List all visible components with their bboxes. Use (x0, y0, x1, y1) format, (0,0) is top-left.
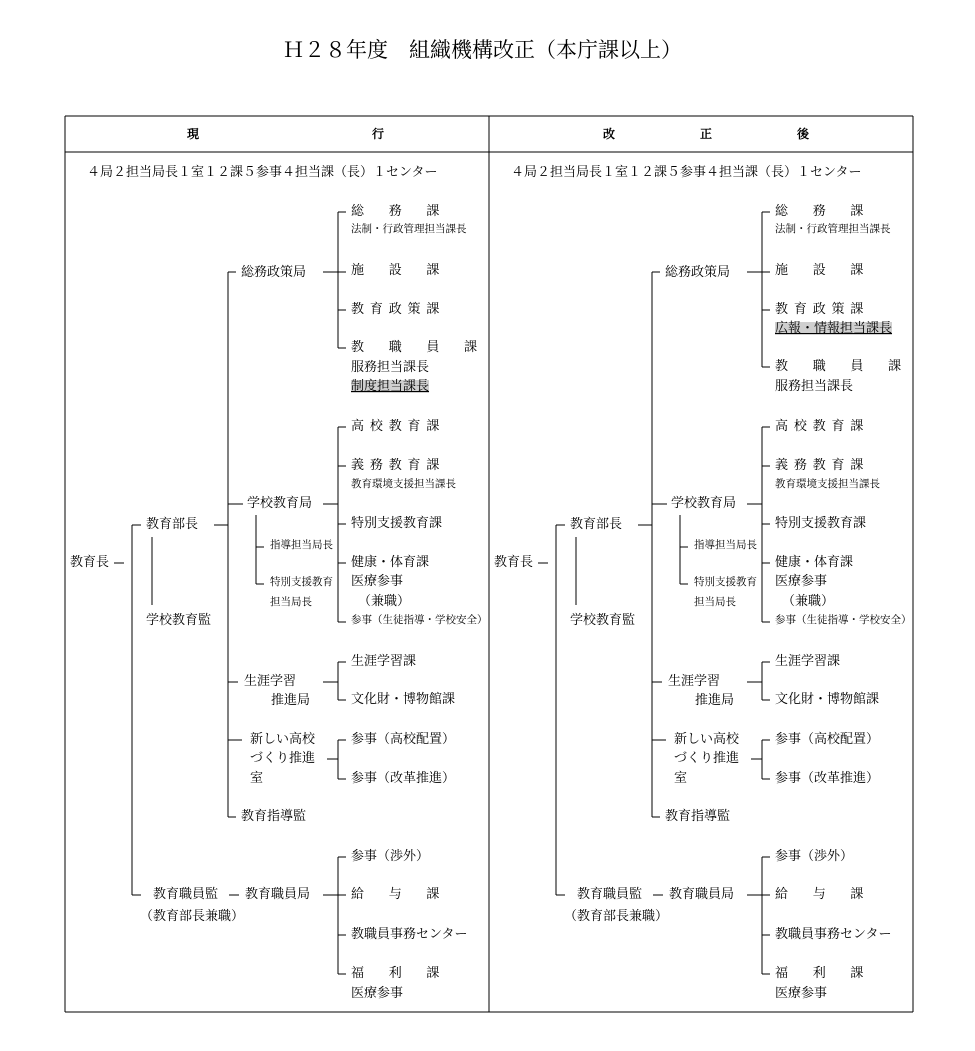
lifelong-bureau-node-a: 生涯学習 (668, 674, 721, 689)
root-node: 教育長 (494, 555, 534, 570)
connector-lines (0, 0, 480, 1051)
new-office-node-b: づくり推進 (250, 751, 316, 766)
unit-center: 教職員事務センター (351, 927, 468, 942)
unit-fukuri: 福 利 課 (351, 966, 446, 981)
unit-kyoshokuin-sub1: 服務担当課長 (775, 379, 854, 394)
unit-somu-sub: 法制・行政管理担当課長 (775, 223, 891, 235)
lifelong-bureau-node-b: 推進局 (695, 693, 735, 708)
unit-somu: 総 務 課 (351, 204, 446, 219)
staff-supervisor-note: （教育部長兼職） (564, 909, 669, 924)
header-revised-3: 後 (797, 127, 810, 141)
unit-kyoshokuin: 教 職 員 課 (775, 359, 907, 374)
unit-kyuyo: 給 与 課 (775, 887, 870, 902)
unit-gimu: 義務教育課 (351, 458, 446, 473)
unit-center: 教職員事務センター (775, 927, 892, 942)
guidance-node: 教育指導監 (241, 809, 307, 824)
unit-kenko-sub1: 医療参事 (775, 574, 828, 589)
unit-kyoshokuin: 教 職 員 課 (351, 340, 483, 355)
summary-text: ４局２担当局長１室１２課５参事４担当課（長）１センター (511, 165, 862, 180)
unit-kenko: 健康・体育課 (775, 555, 854, 570)
unit-fukuri-sub: 医療参事 (351, 986, 404, 1001)
staff-supervisor-node: 教育職員監 (577, 887, 643, 902)
unit-shisetsu: 施 設 課 (775, 263, 870, 278)
unit-kyoshokuin-sub2: 制度担当課長 (351, 379, 430, 394)
unit-sanji-kaikaku: 参事（改革推進） (775, 771, 880, 786)
unit-shogai: 生涯学習課 (775, 654, 841, 669)
edu-head-node: 教育部長 (146, 517, 199, 532)
school-sub1-node: 指導担当局長 (694, 539, 757, 551)
school-sub2b-node: 担当局長 (270, 596, 312, 608)
unit-gimu: 義務教育課 (775, 458, 870, 473)
new-office-node-c: 室 (250, 771, 264, 786)
lifelong-bureau-node-a: 生涯学習 (244, 674, 297, 689)
unit-kenko-sub1: 医療参事 (351, 574, 404, 589)
unit-tokubetsu: 特別支援教育課 (775, 516, 867, 531)
unit-kenko-sub2: （兼職） (358, 594, 411, 609)
header-revised-2: 正 (700, 127, 713, 141)
new-office-node-a: 新しい高校 (250, 732, 316, 747)
unit-somu-sub: 法制・行政管理担当課長 (351, 223, 467, 235)
school-supervisor-node: 学校教育監 (570, 613, 636, 628)
unit-fukuri-sub: 医療参事 (775, 986, 828, 1001)
staff-supervisor-node: 教育職員監 (153, 887, 219, 902)
unit-sanji-seito: 参事（生徒指導・学校安全） (775, 614, 912, 626)
unit-kenko-sub2: （兼職） (782, 594, 835, 609)
header-current-1: 現 (187, 127, 200, 141)
school-bureau-node: 学校教育局 (671, 496, 737, 511)
root-node: 教育長 (70, 555, 110, 570)
unit-koko: 高校教育課 (351, 419, 446, 434)
unit-gimu-sub: 教育環境支援担当課長 (775, 478, 880, 490)
unit-shogai: 生涯学習課 (351, 654, 417, 669)
school-supervisor-node: 学校教育監 (146, 613, 212, 628)
school-sub2a-node: 特別支援教育 (694, 576, 757, 588)
unit-kyoiku-seisaku: 教育政策課 (775, 302, 870, 317)
staff-bureau-node: 教育職員局 (669, 887, 735, 902)
new-office-node-a: 新しい高校 (674, 732, 740, 747)
unit-kyoiku-seisaku-sub: 広報・情報担当課長 (775, 321, 893, 336)
school-sub2a-node: 特別支援教育 (270, 576, 333, 588)
new-office-node-b: づくり推進 (674, 751, 740, 766)
unit-bunka: 文化財・博物館課 (351, 692, 456, 707)
unit-kyuyo: 給 与 課 (351, 887, 446, 902)
edu-head-node: 教育部長 (570, 517, 623, 532)
unit-bunka: 文化財・博物館課 (775, 692, 880, 707)
lifelong-bureau-node-b: 推進局 (271, 693, 311, 708)
unit-kenko: 健康・体育課 (351, 555, 430, 570)
unit-sanji-kaikaku: 参事（改革推進） (351, 771, 456, 786)
school-bureau-node: 学校教育局 (247, 496, 313, 511)
header-current-2: 行 (372, 127, 385, 141)
unit-sanji-shogai: 参事（渉外） (351, 849, 430, 864)
staff-bureau-node: 教育職員局 (245, 887, 311, 902)
page-title: Ｈ２８年度 組織機構改正（本庁課以上） (283, 38, 682, 62)
summary-text: ４局２担当局長１室１２課５参事４担当課（長）１センター (87, 165, 438, 180)
school-sub2b-node: 担当局長 (694, 596, 736, 608)
staff-supervisor-note: （教育部長兼職） (140, 909, 245, 924)
general-bureau-node: 総務政策局 (665, 265, 731, 280)
unit-kyoshokuin-sub1: 服務担当課長 (351, 360, 430, 375)
header-revised-1: 改 (603, 127, 616, 141)
unit-shisetsu: 施 設 課 (351, 263, 446, 278)
unit-sanji-haichi: 参事（高校配置） (351, 732, 456, 747)
unit-kyoiku-seisaku: 教育政策課 (351, 302, 446, 317)
guidance-node: 教育指導監 (665, 809, 731, 824)
school-sub1-node: 指導担当局長 (270, 539, 333, 551)
general-bureau-node: 総務政策局 (241, 265, 307, 280)
unit-tokubetsu: 特別支援教育課 (351, 516, 443, 531)
unit-gimu-sub: 教育環境支援担当課長 (351, 478, 456, 490)
unit-koko: 高校教育課 (775, 419, 870, 434)
connector-lines (424, 0, 904, 1051)
unit-somu: 総 務 課 (775, 204, 870, 219)
unit-sanji-shogai: 参事（渉外） (775, 849, 854, 864)
new-office-node-c: 室 (674, 771, 688, 786)
unit-sanji-seito: 参事（生徒指導・学校安全） (351, 614, 488, 626)
unit-fukuri: 福 利 課 (775, 966, 870, 981)
unit-sanji-haichi: 参事（高校配置） (775, 732, 880, 747)
